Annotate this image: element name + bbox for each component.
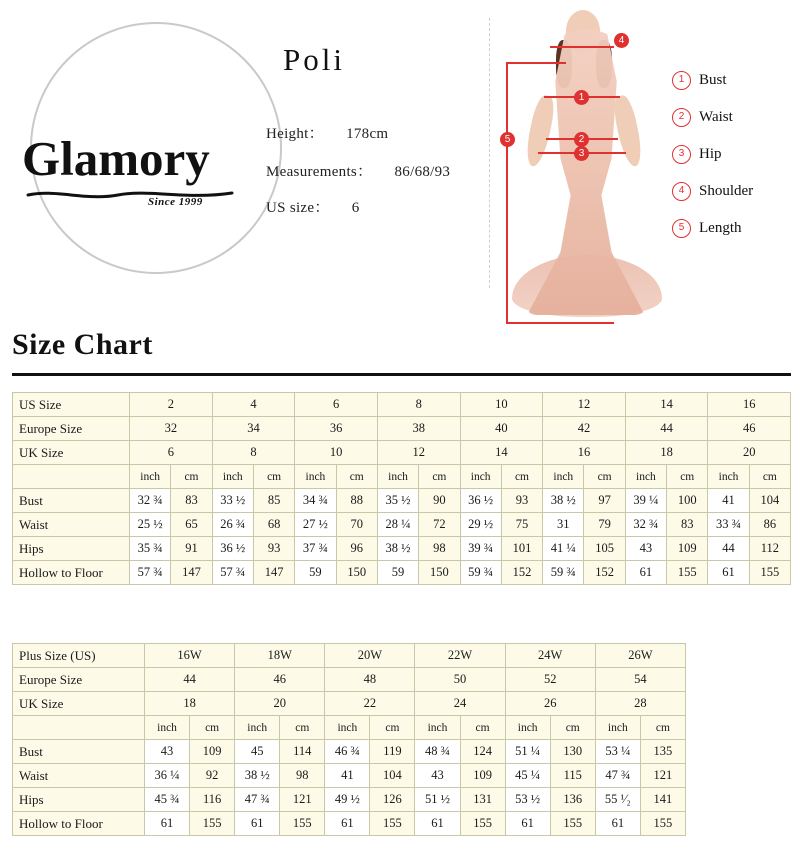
value-cm: 155 (640, 812, 685, 836)
size-cell: 52 (505, 668, 595, 692)
value-inch: 43 (625, 537, 666, 561)
value-cm: 109 (667, 537, 708, 561)
vertical-divider (489, 18, 491, 288)
table-row (13, 393, 791, 417)
marker-hip: 3 (574, 146, 589, 161)
table-row (13, 692, 686, 716)
row-label: Hollow to Floor (13, 561, 130, 585)
size-cell: 20W (325, 644, 415, 668)
value-cm: 155 (550, 812, 595, 836)
value-cm: 121 (640, 764, 685, 788)
size-cell: 54 (595, 668, 685, 692)
value-inch: 25 ½ (130, 513, 171, 537)
value-cm: 68 (253, 513, 294, 537)
value-inch: 34 ¾ (295, 489, 336, 513)
product-name: Poli (283, 42, 345, 77)
value-inch: 33 ½ (212, 489, 253, 513)
legend-number-icon: 4 (672, 182, 691, 201)
value-inch: 59 ¾ (543, 561, 584, 585)
value-cm: 105 (584, 537, 625, 561)
size-cell: 42 (543, 417, 626, 441)
unit-cm: cm (419, 465, 460, 489)
size-cell: 50 (415, 668, 505, 692)
size-cell: 22 (325, 692, 415, 716)
unit-inch: inch (543, 465, 584, 489)
unit-row (13, 465, 791, 489)
model-height-label: Height： (266, 126, 324, 142)
value-cm: 91 (171, 537, 212, 561)
value-inch: 27 ½ (295, 513, 336, 537)
value-inch: 33 ¾ (708, 513, 749, 537)
value-cm: 135 (640, 740, 685, 764)
value-cm: 114 (280, 740, 325, 764)
size-cell: 6 (130, 441, 213, 465)
unit-cm: cm (550, 716, 595, 740)
value-cm: 136 (550, 788, 595, 812)
value-inch: 47 ¾ (235, 788, 280, 812)
brand-since-label: Since 1999 (148, 196, 203, 208)
value-cm: 119 (370, 740, 415, 764)
table-row (13, 788, 686, 812)
size-cell: 20 (708, 441, 791, 465)
unit-cm: cm (253, 465, 294, 489)
row-label: Hollow to Floor (13, 812, 145, 836)
marker-bust: 1 (574, 90, 589, 105)
model-us-size-value: 6 (351, 200, 360, 216)
model-measurements-label: Measurements： (266, 164, 373, 180)
table-row (13, 513, 791, 537)
standard-size-table (12, 392, 791, 585)
size-cell: 46 (235, 668, 325, 692)
value-inch: 48 ¾ (415, 740, 460, 764)
table-row (13, 417, 791, 441)
value-inch: 51 ½ (415, 788, 460, 812)
legend-item-waist (672, 99, 753, 136)
size-cell: 16W (145, 644, 235, 668)
value-inch: 47 ¾ (595, 764, 640, 788)
value-inch: 61 (325, 812, 370, 836)
unit-cm: cm (640, 716, 685, 740)
legend-item-length (672, 210, 753, 247)
title-rule (12, 373, 791, 376)
value-inch: 37 ¾ (295, 537, 336, 561)
value-cm: 96 (336, 537, 377, 561)
size-cell: 12 (543, 393, 626, 417)
legend-item-bust (672, 62, 753, 99)
legend-label: Bust (699, 72, 727, 88)
table-row (13, 668, 686, 692)
size-cell: 18W (235, 644, 325, 668)
value-inch: 44 (708, 537, 749, 561)
value-inch: 59 ¾ (460, 561, 501, 585)
unit-inch: inch (595, 716, 640, 740)
model-us-size-label: US size： (266, 200, 330, 216)
marker-shoulder: 4 (614, 33, 629, 48)
value-cm: 86 (749, 513, 790, 537)
table-row (13, 537, 791, 561)
row-label: Bust (13, 489, 130, 513)
value-inch: 39 ¼ (625, 489, 666, 513)
model-measurements-value: 86/68/93 (394, 164, 451, 180)
legend-number-icon: 1 (672, 71, 691, 90)
unit-cm: cm (370, 716, 415, 740)
value-cm: 152 (584, 561, 625, 585)
size-cell: 44 (625, 417, 708, 441)
plus-size-table (12, 643, 686, 836)
value-inch: 28 ¼ (377, 513, 418, 537)
unit-inch: inch (377, 465, 418, 489)
length-top-cap (506, 62, 566, 64)
value-cm: 155 (749, 561, 790, 585)
model-us-size (266, 196, 360, 217)
value-cm: 93 (501, 489, 542, 513)
unit-cm: cm (749, 465, 790, 489)
value-inch: 57 ¾ (130, 561, 171, 585)
value-inch: 32 ¾ (625, 513, 666, 537)
size-cell: 40 (460, 417, 543, 441)
model-measurements (266, 160, 450, 181)
unit-cm: cm (501, 465, 542, 489)
size-cell: 18 (625, 441, 708, 465)
size-cell: 34 (212, 417, 295, 441)
value-inch: 41 ¼ (543, 537, 584, 561)
unit-row (13, 716, 686, 740)
size-cell: 44 (145, 668, 235, 692)
value-inch: 61 (415, 812, 460, 836)
value-inch: 59 (377, 561, 418, 585)
value-inch: 59 (295, 561, 336, 585)
value-cm: 150 (419, 561, 460, 585)
value-inch: 61 (145, 812, 190, 836)
unit-inch: inch (235, 716, 280, 740)
shoulder-measure-line (550, 46, 614, 48)
row-label: Europe Size (13, 417, 130, 441)
value-cm: 155 (460, 812, 505, 836)
value-cm: 104 (749, 489, 790, 513)
row-label: UK Size (13, 441, 130, 465)
model-arm-right (611, 94, 646, 169)
value-cm: 88 (336, 489, 377, 513)
size-cell: 24W (505, 644, 595, 668)
unit-cm: cm (584, 465, 625, 489)
value-inch: 38 ½ (543, 489, 584, 513)
value-cm: 97 (584, 489, 625, 513)
table-row (13, 740, 686, 764)
legend-number-icon: 2 (672, 108, 691, 127)
table-row (13, 644, 686, 668)
unit-inch: inch (460, 465, 501, 489)
value-cm: 155 (280, 812, 325, 836)
value-cm: 121 (280, 788, 325, 812)
value-inch: 41 (325, 764, 370, 788)
value-cm: 130 (550, 740, 595, 764)
unit-cm: cm (460, 716, 505, 740)
size-cell: 10 (295, 441, 378, 465)
value-cm: 155 (370, 812, 415, 836)
value-cm: 112 (749, 537, 790, 561)
value-cm: 75 (501, 513, 542, 537)
value-cm: 147 (171, 561, 212, 585)
size-cell: 38 (377, 417, 460, 441)
value-inch: 26 ¾ (212, 513, 253, 537)
value-inch: 45 (235, 740, 280, 764)
size-cell: 36 (295, 417, 378, 441)
unit-inch: inch (145, 716, 190, 740)
value-inch: 36 ½ (212, 537, 253, 561)
unit-inch: inch (212, 465, 253, 489)
value-cm: 124 (460, 740, 505, 764)
size-cell: 6 (295, 393, 378, 417)
size-cell: 16 (543, 441, 626, 465)
value-cm: 83 (171, 489, 212, 513)
value-cm: 93 (253, 537, 294, 561)
value-inch: 43 (415, 764, 460, 788)
row-label: Waist (13, 513, 130, 537)
row-label: US Size (13, 393, 130, 417)
unit-cm: cm (667, 465, 708, 489)
value-cm: 152 (501, 561, 542, 585)
model-arm-left (523, 94, 558, 169)
value-cm: 147 (253, 561, 294, 585)
size-cell: 4 (212, 393, 295, 417)
unit-inch: inch (325, 716, 370, 740)
size-cell: 8 (212, 441, 295, 465)
value-inch: 43 (145, 740, 190, 764)
value-inch: 31 (543, 513, 584, 537)
model-height-value: 178cm (346, 126, 389, 142)
value-inch: 61 (625, 561, 666, 585)
value-inch: 32 ¾ (130, 489, 171, 513)
length-bottom-cap (506, 322, 614, 324)
legend-label: Length (699, 220, 742, 236)
unit-cm: cm (336, 465, 377, 489)
legend-label: Waist (699, 109, 733, 125)
table-row (13, 561, 791, 585)
value-inch: 61 (235, 812, 280, 836)
value-cm: 100 (667, 489, 708, 513)
value-cm: 85 (253, 489, 294, 513)
size-cell: 12 (377, 441, 460, 465)
value-cm: 155 (667, 561, 708, 585)
size-cell: 26 (505, 692, 595, 716)
value-cm: 83 (667, 513, 708, 537)
value-cm: 126 (370, 788, 415, 812)
size-cell: 28 (595, 692, 685, 716)
value-inch: 61 (708, 561, 749, 585)
value-cm: 155 (190, 812, 235, 836)
table-row (13, 812, 686, 836)
value-inch: 41 (708, 489, 749, 513)
unit-cm: cm (280, 716, 325, 740)
row-label: UK Size (13, 692, 145, 716)
row-label: Plus Size (US) (13, 644, 145, 668)
value-cm: 79 (584, 513, 625, 537)
size-cell: 14 (460, 441, 543, 465)
value-inch: 35 ¾ (130, 537, 171, 561)
marker-waist: 2 (574, 132, 589, 147)
value-inch: 53 ½ (505, 788, 550, 812)
row-label: Bust (13, 740, 145, 764)
value-cm: 90 (419, 489, 460, 513)
legend-label: Shoulder (699, 183, 754, 199)
value-cm: 72 (419, 513, 460, 537)
unit-inch: inch (625, 465, 666, 489)
size-cell: 14 (625, 393, 708, 417)
table-row (13, 441, 791, 465)
legend-item-hip (672, 136, 753, 173)
size-cell: 22W (415, 644, 505, 668)
unit-inch: inch (505, 716, 550, 740)
unit-inch: inch (415, 716, 460, 740)
model-photo (500, 0, 675, 330)
value-inch: 46 ¾ (325, 740, 370, 764)
value-inch: 51 ¼ (505, 740, 550, 764)
value-inch: 36 ¼ (145, 764, 190, 788)
size-cell: 26W (595, 644, 685, 668)
length-measure-line (506, 62, 508, 324)
value-inch: 49 ½ (325, 788, 370, 812)
legend-number-icon: 3 (672, 145, 691, 164)
plus-size-table-wrap (12, 643, 686, 836)
row-label (13, 716, 145, 740)
size-cell: 20 (235, 692, 325, 716)
unit-cm: cm (190, 716, 235, 740)
page-title: Size Chart (12, 328, 153, 361)
size-cell: 48 (325, 668, 415, 692)
brand-name: Glamory (22, 131, 210, 186)
value-cm: 65 (171, 513, 212, 537)
row-label: Europe Size (13, 668, 145, 692)
row-label: Waist (13, 764, 145, 788)
value-cm: 98 (419, 537, 460, 561)
value-inch: 45 ¾ (145, 788, 190, 812)
value-inch: 29 ½ (460, 513, 501, 537)
value-cm: 70 (336, 513, 377, 537)
value-cm: 109 (460, 764, 505, 788)
size-cell: 18 (145, 692, 235, 716)
value-inch: 57 ¾ (212, 561, 253, 585)
unit-cm: cm (171, 465, 212, 489)
unit-inch: inch (130, 465, 171, 489)
size-cell: 32 (130, 417, 213, 441)
value-inch: 61 (595, 812, 640, 836)
legend-item-shoulder (672, 173, 753, 210)
value-inch: 53 ¼ (595, 740, 640, 764)
value-inch: 35 ½ (377, 489, 418, 513)
row-label: Hips (13, 788, 145, 812)
value-cm: 115 (550, 764, 595, 788)
value-cm: 101 (501, 537, 542, 561)
unit-inch: inch (295, 465, 336, 489)
row-label: Hips (13, 537, 130, 561)
value-cm: 109 (190, 740, 235, 764)
value-cm: 98 (280, 764, 325, 788)
legend-label: Hip (699, 146, 722, 162)
value-inch: 38 ½ (377, 537, 418, 561)
size-cell: 46 (708, 417, 791, 441)
value-cm: 104 (370, 764, 415, 788)
value-cm: 141 (640, 788, 685, 812)
value-inch: 55 ¹⁄₂ (595, 788, 640, 812)
value-inch: 36 ½ (460, 489, 501, 513)
size-cell: 10 (460, 393, 543, 417)
row-label (13, 465, 130, 489)
value-inch: 38 ½ (235, 764, 280, 788)
table-row (13, 764, 686, 788)
size-cell: 2 (130, 393, 213, 417)
table-row (13, 489, 791, 513)
value-cm: 116 (190, 788, 235, 812)
size-cell: 24 (415, 692, 505, 716)
value-cm: 150 (336, 561, 377, 585)
measurement-legend (672, 62, 753, 247)
model-height (266, 122, 388, 143)
legend-number-icon: 5 (672, 219, 691, 238)
size-cell: 16 (708, 393, 791, 417)
value-cm: 131 (460, 788, 505, 812)
value-inch: 61 (505, 812, 550, 836)
standard-size-table-wrap (12, 392, 791, 585)
value-inch: 45 ¼ (505, 764, 550, 788)
value-cm: 92 (190, 764, 235, 788)
marker-length: 5 (500, 132, 515, 147)
header-section (0, 0, 803, 330)
size-cell: 8 (377, 393, 460, 417)
unit-inch: inch (708, 465, 749, 489)
value-inch: 39 ¾ (460, 537, 501, 561)
